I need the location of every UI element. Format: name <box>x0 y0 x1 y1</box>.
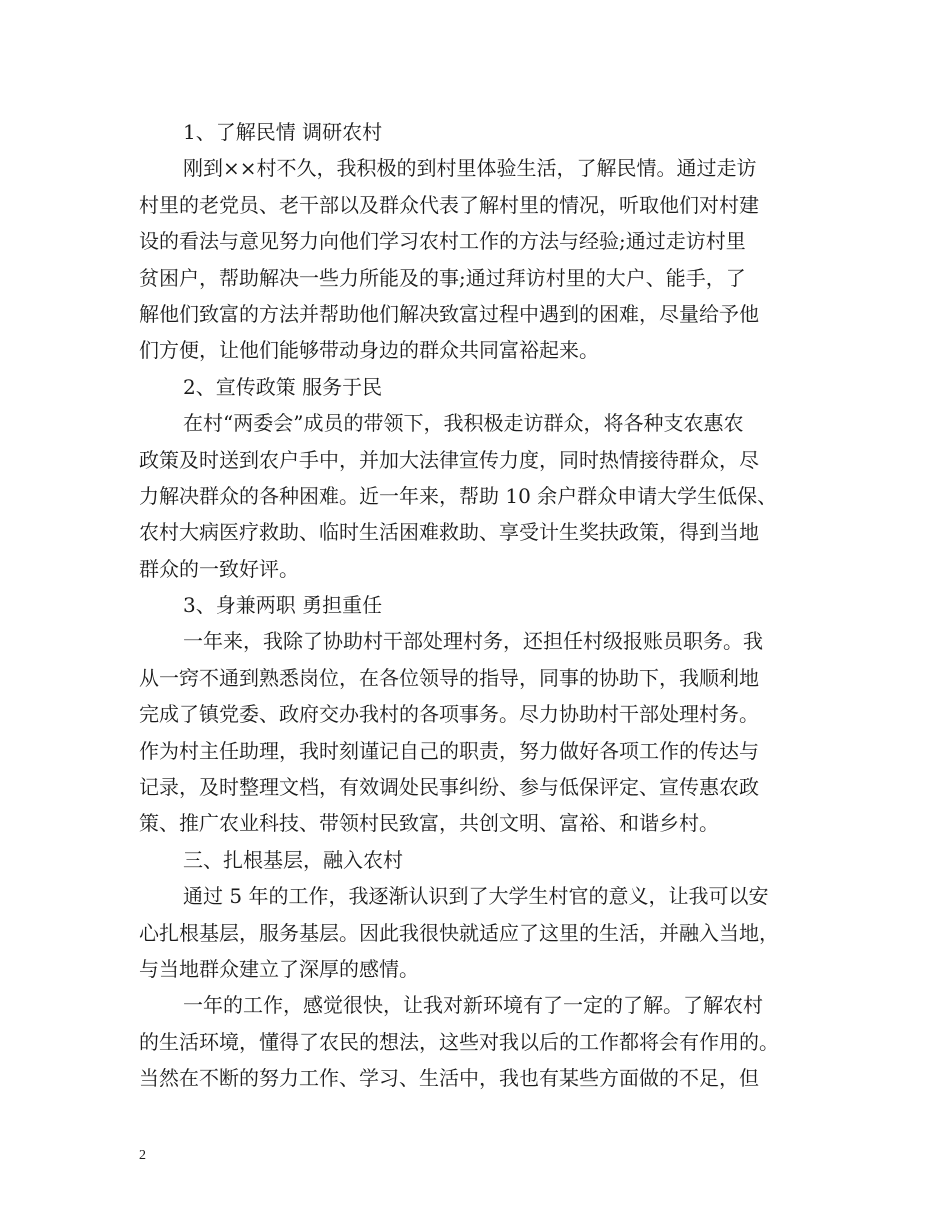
body-text <box>139 114 819 1097</box>
text-line: 农村大病医疗救助、临时生活困难救助、享受计生奖扶政策，得到当地 <box>139 520 759 545</box>
paragraph-first-line: 一年来，我除了协助村干部处理村务，还担任村级报账员职务。我 <box>183 629 763 654</box>
text-line: 与当地群众建立了深厚的感情。 <box>139 956 419 981</box>
text-line: 村里的老党员、老干部以及群众代表了解村里的情况，听取他们对村建 <box>139 192 759 217</box>
text-line: 当然在不断的努力工作、学习、生活中，我也有某些方面做的不足，但 <box>139 1066 759 1091</box>
text-line: 记录，及时整理文档，有效调处民事纠纷、参与低保评定、宣传惠农政 <box>139 775 759 800</box>
paragraph-first-line: 三、扎根基层，融入农村 <box>183 847 403 872</box>
text-line: 的生活环境，懂得了农民的想法，这些对我以后的工作都将会有作用的。 <box>139 1029 779 1054</box>
page-number: 2 <box>139 1148 146 1163</box>
paragraph-first-line: 在村“两委会”成员的带领下，我积极走访群众，将各种支农惠农 <box>183 411 744 436</box>
text-line: 心扎根基层，服务基层。因此我很快就适应了这里的生活，并融入当地， <box>139 920 779 945</box>
text-line: 作为村主任助理，我时刻谨记自己的职责，努力做好各项工作的传达与 <box>139 738 759 763</box>
text-line: 解他们致富的方法并帮助他们解决致富过程中遇到的困难，尽量给予他 <box>139 301 759 326</box>
text-line: 设的看法与意见努力向他们学习农村工作的方法与经验;通过走访村里 <box>139 229 746 254</box>
text-line: 力解决群众的各种困难。近一年来，帮助 10 余户群众申请大学生低保、 <box>139 483 778 508</box>
paragraph-first-line: 刚到××村不久，我积极的到村里体验生活，了解民情。通过走访 <box>183 156 757 181</box>
paragraph-first-line: 1、了解民情 调研农村 <box>183 120 383 144</box>
text-line: 从一窍不通到熟悉岗位，在各位领导的指导，同事的协助下，我顺利地 <box>139 665 759 690</box>
text-line: 群众的一致好评。 <box>139 556 299 581</box>
paragraph-first-line: 通过 5 年的工作，我逐渐认识到了大学生村官的意义，让我可以安 <box>183 884 769 909</box>
paragraph-first-line: 3、身兼两职 勇担重任 <box>183 593 383 618</box>
text-line: 贫困户，帮助解决一些力所能及的事;通过拜访村里的大户、能手，了 <box>139 265 746 290</box>
paragraph-first-line: 2、宣传政策 服务于民 <box>183 374 383 399</box>
text-line: 策、推广农业科技、带领村民致富，共创文明、富裕、和谐乡村。 <box>139 811 719 836</box>
paragraph-first-line: 一年的工作，感觉很快，让我对新环境有了一定的了解。了解农村 <box>183 993 763 1018</box>
text-line: 政策及时送到农户手中，并加大法律宣传力度，同时热情接待群众，尽 <box>139 447 759 472</box>
text-line: 们方便，让他们能够带动身边的群众共同富裕起来。 <box>139 338 599 363</box>
text-line: 完成了镇党委、政府交办我村的各项事务。尽力协助村干部处理村务。 <box>139 702 759 727</box>
